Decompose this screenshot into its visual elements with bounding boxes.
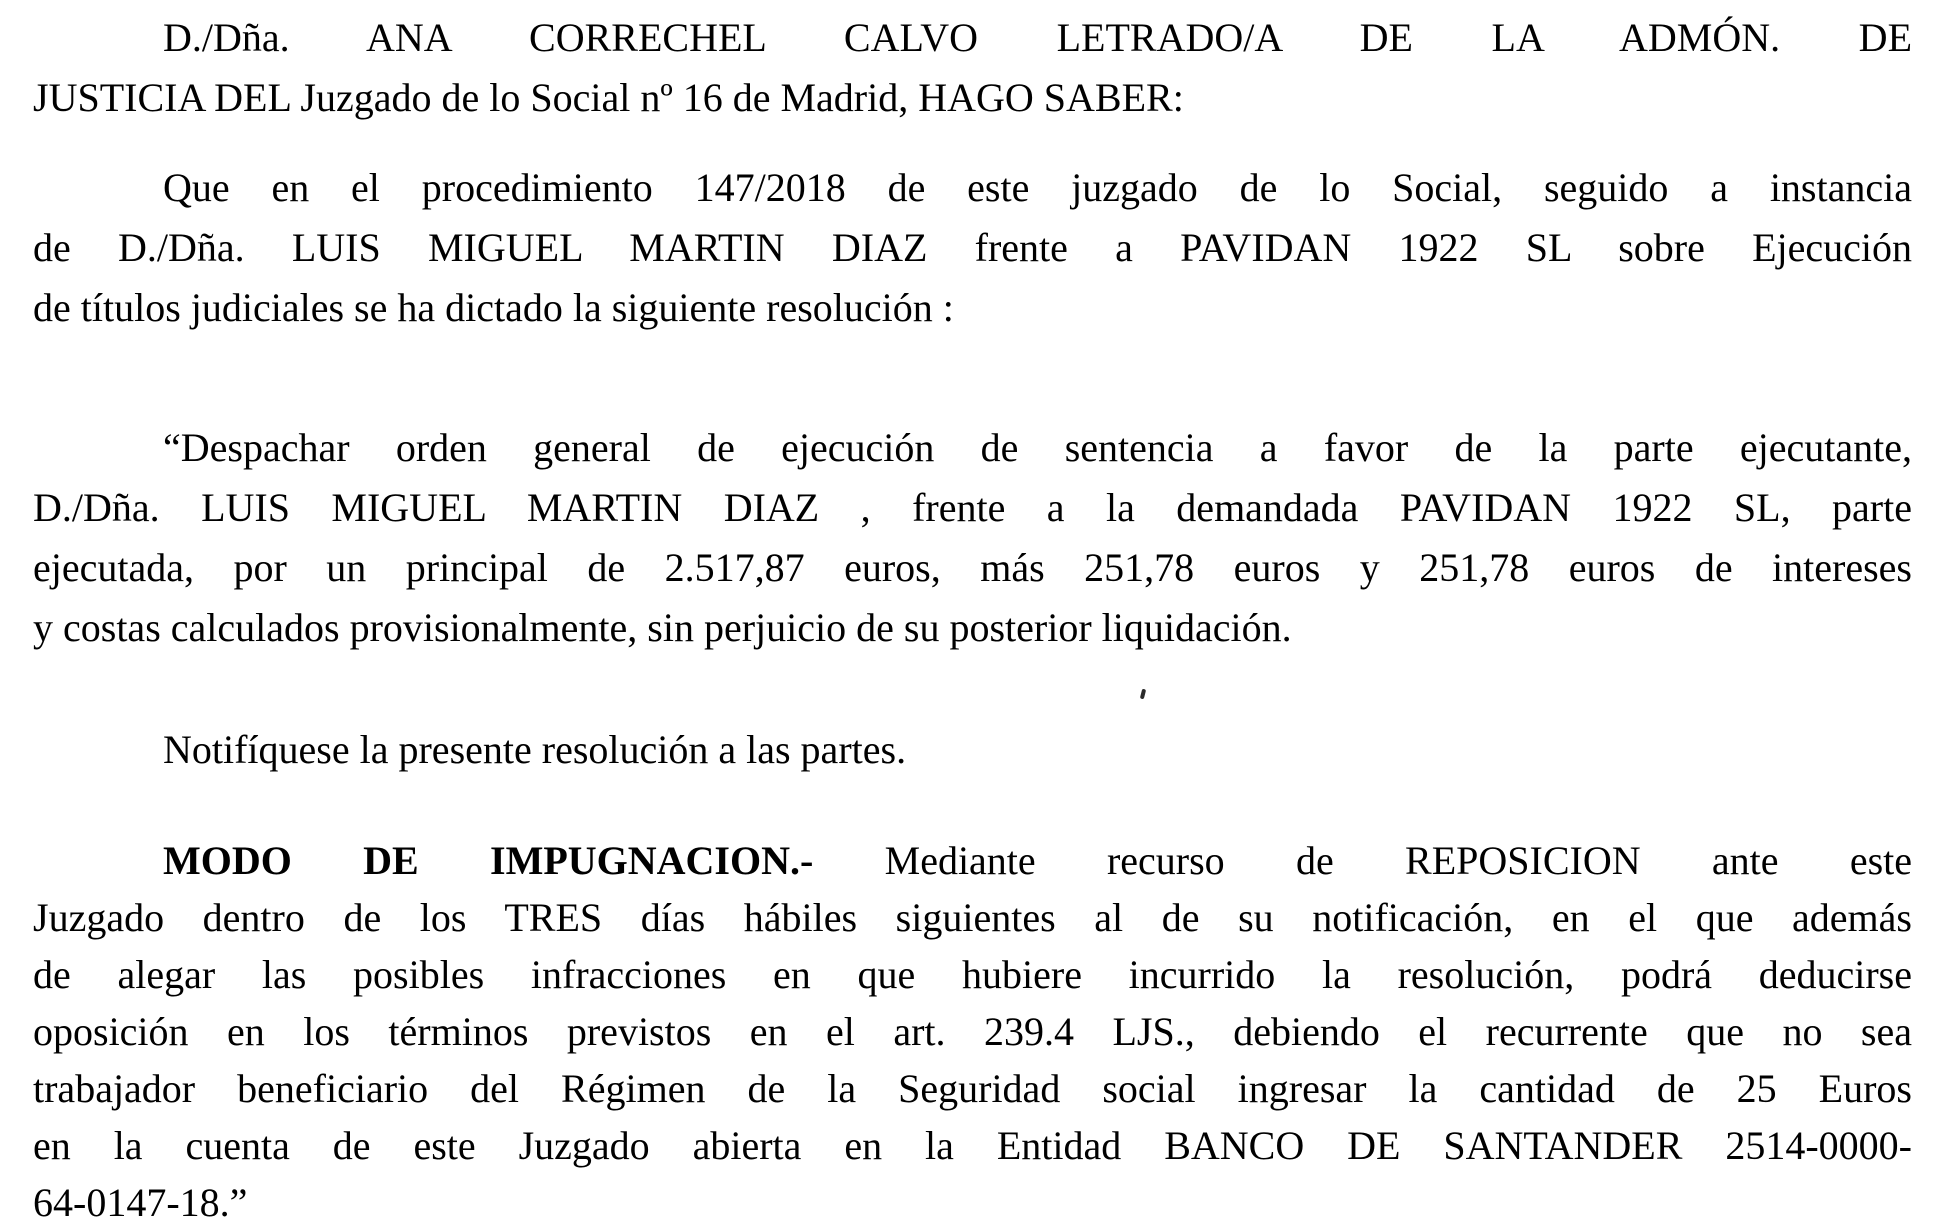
procedure-paragraph [33, 158, 1912, 338]
text-line [33, 720, 1912, 780]
text-line [33, 278, 1912, 338]
text-segment: Mediante recurso de REPOSICION ante este [813, 838, 1912, 883]
text-segment: Juzgado dentro de los TRES días hábiles siguientes al de su notificación, en el que además [33, 895, 1912, 940]
text-line [33, 158, 1912, 218]
text-line [33, 68, 1912, 128]
text-line [33, 889, 1912, 946]
text-line [33, 218, 1912, 278]
header-paragraph [33, 8, 1912, 128]
text-segment: de alegar las posibles infracciones en que hubiere incurrido la resolución, podrá deducirse [33, 952, 1912, 997]
text-line [33, 946, 1912, 1003]
text-line [33, 538, 1912, 598]
text-line [33, 8, 1912, 68]
text-segment: ejecutada, por un principal de 2.517,87 euros, más 251,78 euros y 251,78 euros de intereses [33, 545, 1912, 590]
resolution-paragraph [33, 418, 1912, 658]
text-line [33, 1117, 1912, 1174]
text-segment: de títulos judiciales se ha dictado la siguiente resolución : [33, 285, 954, 330]
text-line [33, 1060, 1912, 1117]
text-segment: D./Dña. ANA CORRECHEL CALVO LETRADO/A DE LA ADMÓN. DE [163, 15, 1912, 60]
text-line [33, 1003, 1912, 1060]
appeal-paragraph [33, 832, 1912, 1231]
text-segment: oposición en los términos previstos en el art. 239.4 LJS., debiendo el recurrente que no sea [33, 1009, 1912, 1054]
text-line [33, 478, 1912, 538]
bold-text-segment: MODO DE IMPUGNACION.- [163, 838, 814, 883]
notification-paragraph [33, 720, 1912, 780]
text-segment: Notifíquese la presente resolución a las partes. [163, 727, 907, 772]
text-segment: de D./Dña. LUIS MIGUEL MARTIN DIAZ frente a PAVIDAN 1922 SL sobre Ejecución [33, 225, 1912, 270]
text-segment: “Despachar orden general de ejecución de sentencia a favor de la parte ejecutante, [163, 425, 1912, 470]
text-segment: D./Dña. LUIS MIGUEL MARTIN DIAZ , frente a la demandada PAVIDAN 1922 SL, parte [33, 485, 1912, 530]
text-segment: JUSTICIA DEL Juzgado de lo Social nº 16 de Madrid, HAGO SABER: [33, 75, 1184, 120]
text-line [33, 1174, 1912, 1231]
text-line [33, 832, 1912, 889]
text-line [33, 418, 1912, 478]
text-line [33, 598, 1912, 658]
text-segment: en la cuenta de este Juzgado abierta en la Entidad BANCO DE SANTANDER 2514-0000- [33, 1123, 1912, 1168]
text-segment: trabajador beneficiario del Régimen de la Seguridad social ingresar la cantidad de 25 Euros [33, 1066, 1912, 1111]
text-segment: Que en el procedimiento 147/2018 de este juzgado de lo Social, seguido a instancia [163, 165, 1912, 210]
paragraphs-container [33, 8, 1912, 1231]
text-segment: y costas calculados provisionalmente, sin perjuicio de su posterior liquidación. [33, 605, 1292, 650]
text-segment: 64-0147-18.” [33, 1180, 248, 1225]
